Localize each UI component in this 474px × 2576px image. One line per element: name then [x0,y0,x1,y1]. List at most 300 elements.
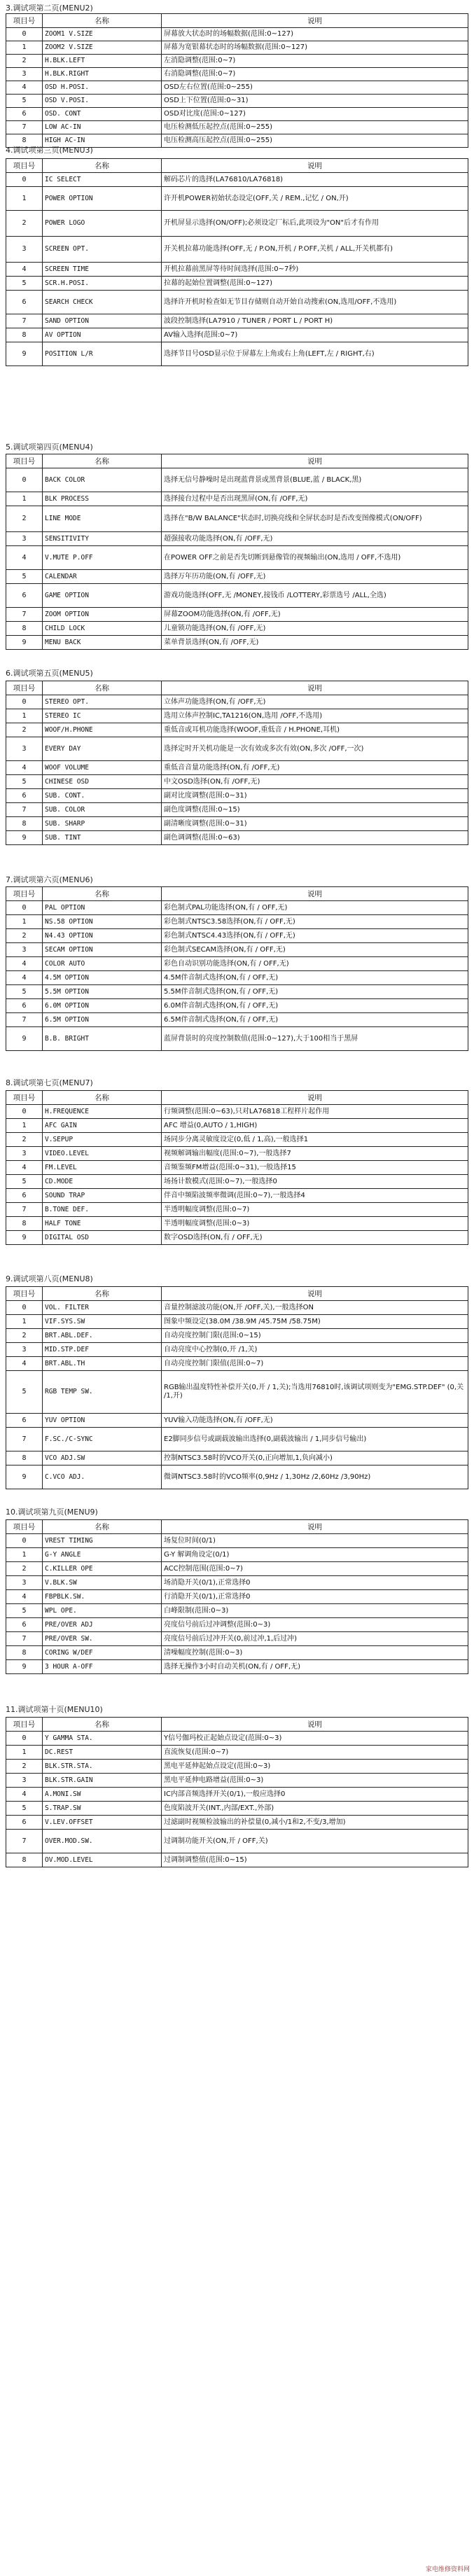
item-name: Y GAMMA STA. [43,1732,162,1746]
item-name: N4.43 OPTION [43,929,162,943]
item-description: 选择万年历功能(ON,有 /OFF,无) [162,570,468,584]
column-header: 名称 [43,887,162,901]
section-title: 8.调试项第七页(MENU7) [6,1078,93,1087]
column-header: 名称 [43,1091,162,1105]
column-header: 说明 [162,454,468,468]
column-header: 项目号 [6,1718,43,1732]
item-description: 半透明幅度调整(范围:0~3) [162,1217,468,1231]
table-row [6,999,468,1013]
item-name: LINE MODE [43,506,162,532]
table-row [6,943,468,957]
item-number: 6 [6,789,43,803]
item-name: 5.5M OPTION [43,985,162,999]
item-name: VOL. FILTER [43,1301,162,1315]
item-name: POWER OPTION [43,187,162,211]
table-row [6,1175,468,1189]
table-row [6,971,468,985]
table-row [6,1203,468,1217]
item-description: 电压检测高压起控点(范围:0~255) [162,134,468,148]
item-number: 3 [6,237,43,263]
table-row [6,1027,468,1051]
item-number: 8 [6,622,43,636]
item-description: 自动亮度中心控制(0,开 /1,关) [162,1343,468,1357]
item-name: SECAM OPTION [43,943,162,957]
item-description: 选择无操作3小时自动关机(ON,有 / OFF,无) [162,1660,468,1674]
item-description: 波段控制选择(LA7910 / TUNER / PORT L / PORT H) [162,314,468,328]
item-name: S.TRAP.SW [43,1802,162,1816]
item-description: 伴音中频陷波频率微调(范围:0~7),一般选择4 [162,1189,468,1203]
table-row [6,817,468,831]
item-name: POWER LOGO [43,211,162,237]
item-description: 微调NTSC3.58时的VCO频率(0,9Hz / 1,30Hz /2,60Hz /3,90Hz) [162,1465,468,1489]
table-row [6,789,468,803]
item-number: 4 [6,1357,43,1371]
item-description: 蓝屏背景时的亮度控制数值(范围:0~127),大于100相当于黑屏 [162,1027,468,1051]
item-number: 9 [6,1027,43,1051]
item-name: V.SEPUP [43,1133,162,1147]
table-row [6,81,468,95]
item-number: 9 [6,342,43,366]
table-menu10 [6,1717,468,1867]
item-name: 3 HOUR A-OFF [43,1660,162,1674]
item-number: 4 [6,971,43,985]
item-description: 场消隐开关(0/1),正常选择0 [162,1576,468,1590]
table-row [6,1830,468,1853]
item-number: 3 [6,68,43,81]
item-name: SOUND TRAP [43,1189,162,1203]
table-row [6,1732,468,1746]
table-row [6,929,468,943]
item-description: 儿童锁功能选择(ON,有 /OFF,无) [162,622,468,636]
item-description: OSD上下位置(范围:0~31) [162,95,468,108]
item-name: MID.STP.DEF [43,1343,162,1357]
item-number: 3 [6,1576,43,1590]
table-header-row [6,14,468,28]
table-row [6,1760,468,1774]
item-name: COLOR AUTO [43,957,162,971]
item-name: HALF TONE [43,1217,162,1231]
item-name: CHILD LOCK [43,622,162,636]
item-number: 8 [6,1646,43,1660]
item-number: 9 [6,1660,43,1674]
item-name: CORING W/DEF [43,1646,162,1660]
item-name: BRT.ABL.TH [43,1357,162,1371]
table-row [6,1562,468,1576]
item-number: 7 [6,121,43,134]
item-description: 副清晰度调整(范围:0~31) [162,817,468,831]
item-description: 选用立体声控制IC,TA1216(ON,选用 /OFF,不选用) [162,709,468,723]
item-number: 5 [6,985,43,999]
item-description: E2脚同步信号或副载波输出选择(0,副载波输出 / 1,同步信号输出) [162,1428,468,1451]
table-row [6,608,468,622]
item-description: IC内部音频选择开关(0/1),一般应选择0 [162,1788,468,1802]
table-row [6,187,468,211]
table-row [6,1357,468,1371]
item-name: SCREEN OPT. [43,237,162,263]
item-description: 过调制调整值(范围:0~15) [162,1853,468,1867]
table-row [6,1548,468,1562]
item-name: PAL OPTION [43,901,162,915]
section-title: 5.调试项第四页(MENU4) [6,443,93,452]
item-description: AV输入选择(范围:0~7) [162,328,468,342]
item-description: YUV输入功能选择(ON,有 /OFF,无) [162,1414,468,1428]
item-number: 2 [6,1133,43,1147]
table-row [6,492,468,506]
item-name: SEARCH CHECK [43,291,162,314]
item-name: SUB. CONT. [43,789,162,803]
item-name: BACK COLOR [43,468,162,492]
item-description: 自动亮度控制门限(范围:0~15) [162,1329,468,1343]
item-number: 4 [6,263,43,277]
table-row [6,1746,468,1760]
table-row [6,761,468,775]
item-number: 5 [6,775,43,789]
table-row [6,1534,468,1548]
table-row [6,1189,468,1203]
item-description: 数字OSD选择(ON,有 / OFF,无) [162,1231,468,1245]
table-header-row [6,887,468,901]
column-header: 项目号 [6,1091,43,1105]
item-name: BLK.STR.GAIN [43,1774,162,1788]
item-name: VCO ADJ.SW [43,1451,162,1465]
table-row [6,546,468,570]
item-name: DIGITAL OSD [43,1231,162,1245]
item-description: 彩色制式NTSC4.43选择(ON,有 / OFF,无) [162,929,468,943]
item-number: 0 [6,695,43,709]
item-number: 6 [6,1618,43,1632]
item-description: 彩色制式SECAM选择(ON,有 / OFF,无) [162,943,468,957]
item-description: 清噪幅度控制(范围:0~3) [162,1646,468,1660]
table-row [6,314,468,328]
table-row [6,55,468,68]
item-number: 1 [6,1315,43,1329]
table-row [6,1217,468,1231]
table-row [6,1414,468,1428]
item-description: 彩色制式NTSC3.58选择(ON,有 / OFF,无) [162,915,468,929]
item-description: 4.5M伴音制式选择(ON,有 / OFF,无) [162,971,468,985]
table-row [6,263,468,277]
item-number: 7 [6,1632,43,1646]
table-row [6,775,468,789]
item-name: EVERY DAY [43,737,162,761]
column-header: 说明 [162,159,468,173]
item-number: 0 [6,28,43,41]
item-name: BLK PROCESS [43,492,162,506]
table-row [6,1646,468,1660]
item-name: VIDEO.LEVEL [43,1147,162,1161]
item-description: 行频调整(范围:0~63),只对LA76818工程样片起作用 [162,1105,468,1119]
item-number: 6 [6,584,43,608]
item-description: ACC控制范围(范围:0~7) [162,1562,468,1576]
item-description: OSD左右位置(范围:0~255) [162,81,468,95]
table-row [6,1161,468,1175]
item-name: SUB. COLOR [43,803,162,817]
item-name: V.LEV.OFFSET [43,1816,162,1830]
item-description: 屏幕ZOOM功能选择(ON,有 /OFF,无) [162,608,468,622]
item-name: V.BLK.SW [43,1576,162,1590]
item-name: B.TONE DEF. [43,1203,162,1217]
item-description: 6.0M伴音制式选择(ON,有 / OFF,无) [162,999,468,1013]
item-number: 0 [6,1301,43,1315]
table-row [6,342,468,366]
item-number: 2 [6,55,43,68]
column-header: 名称 [43,1718,162,1732]
table-menu5 [6,681,468,845]
table-row [6,1576,468,1590]
item-description: 图象中频设定(38.0M /38.9M /45.75M /58.75M) [162,1315,468,1329]
table-row [6,1802,468,1816]
item-name: YUV OPTION [43,1414,162,1428]
item-description: 副色度调整(范围:0~15) [162,803,468,817]
table-menu2 [6,13,468,148]
item-name: 4.5M OPTION [43,971,162,985]
item-name: OSD V.POSI. [43,95,162,108]
item-number: 4 [6,81,43,95]
table-menu9 [6,1519,468,1674]
table-row [6,121,468,134]
item-number: 5 [6,95,43,108]
column-header: 项目号 [6,454,43,468]
section-title: 9.调试项第八页(MENU8) [6,1274,93,1283]
table-row [6,1371,468,1414]
item-name: OVER.MOD.SW. [43,1830,162,1853]
table-row [6,831,468,845]
item-description: 开关机拉幕功能选择(OFF,无 / P.ON,开机 / P.OFF,关机 / ALL,开关机都有) [162,237,468,263]
item-number: 7 [6,314,43,328]
table-row [6,570,468,584]
item-name: V.MUTE P.OFF [43,546,162,570]
table-row [6,173,468,187]
item-name: AFC GAIN [43,1119,162,1133]
item-number: 3 [6,737,43,761]
table-row [6,695,468,709]
section-title: 7.调试项第六页(MENU6) [6,875,93,884]
item-name: ZOOM2 V.SIZE [43,41,162,55]
item-description: 黑电平延伸电路增益(范围:0~3) [162,1774,468,1788]
table-row [6,1465,468,1489]
section-title: 11.调试项第十页(MENU10) [6,1705,103,1714]
item-number: 3 [6,532,43,546]
section-title: 4.调试项第三页(MENU3) [6,146,93,155]
item-description: 游戏功能选择(OFF,无 /MONEY,接钱币 /LOTTERY,彩票选号 /ALL,全选) [162,584,468,608]
item-number: 6 [6,108,43,121]
item-number: 6 [6,999,43,1013]
item-description: 在POWER OFF之前是否先切断到悬像管的视频输出(ON,选用 / OFF,不选用) [162,546,468,570]
table-row [6,532,468,546]
table-row [6,1816,468,1830]
table-header-row [6,454,468,468]
item-number: 8 [6,328,43,342]
item-description: 亮度信号前后过冲调整(范围:0~3) [162,1618,468,1632]
item-name: H.FREQUENCE [43,1105,162,1119]
item-name: VREST TIMING [43,1534,162,1548]
column-header: 说明 [162,14,468,28]
table-menu8 [6,1286,468,1489]
table-row [6,1105,468,1119]
table-row [6,1119,468,1133]
item-number: 1 [6,187,43,211]
column-header: 项目号 [6,1287,43,1301]
item-number: 2 [6,723,43,737]
item-number: 1 [6,492,43,506]
item-name: NS.58 OPTION [43,915,162,929]
item-number: 5 [6,277,43,291]
item-number: 4 [6,761,43,775]
item-name: SCREEN TIME [43,263,162,277]
item-name: SENSITIVITY [43,532,162,546]
item-name: ZOOM1 V.SIZE [43,28,162,41]
item-description: 选择节目号OSD显示位于屏幕左上角或右上角(LEFT,左 / RIGHT,右) [162,342,468,366]
item-description: AFC 增益(0,AUTO / 1,HIGH) [162,1119,468,1133]
item-description: 亮度信号前后过冲开关(0,前过冲,1,后过冲) [162,1632,468,1646]
item-name: POSITION L/R [43,342,162,366]
item-name: BLK.STR.STA. [43,1760,162,1774]
item-number: 2 [6,211,43,237]
table-row [6,737,468,761]
table-row [6,622,468,636]
table-header-row [6,1718,468,1732]
item-description: 自动亮度控制门限值(范围:0~7) [162,1357,468,1371]
item-name: ZOOM OPTION [43,608,162,622]
item-name: CALENDAR [43,570,162,584]
column-header: 说明 [162,1520,468,1534]
item-description: 拉幕的起始位置调整(范围:0~127) [162,277,468,291]
item-name: CD.MODE [43,1175,162,1189]
item-number: 7 [6,803,43,817]
table-row [6,1788,468,1802]
column-header: 说明 [162,887,468,901]
item-description: 左消隐调整(范围:0~7) [162,55,468,68]
table-header-row [6,159,468,173]
item-description: 中文OSD选择(ON,有 /OFF,无) [162,775,468,789]
item-description: Y信号伽玛校正起始点设定(范围:0~3) [162,1732,468,1746]
column-header: 说明 [162,1091,468,1105]
item-description: 屏幕放大状态时的场幅数据(范围:0~127) [162,28,468,41]
item-name: DC.REST [43,1746,162,1760]
item-description: 视频解调输出幅度(范围:0~7),一般选择7 [162,1147,468,1161]
item-number: 5 [6,570,43,584]
item-number: 0 [6,173,43,187]
table-row [6,636,468,650]
item-number: 6 [6,1816,43,1830]
item-number: 2 [6,1329,43,1343]
item-name: STEREO IC [43,709,162,723]
item-name: C.KILLER OPE [43,1562,162,1576]
table-row [6,709,468,723]
section-title: 6.调试项第五页(MENU5) [6,669,93,678]
table-row [6,803,468,817]
item-description: 场扬计数模式(范围:0~7),一般选择0 [162,1175,468,1189]
item-number: 8 [6,817,43,831]
table-row [6,68,468,81]
item-name: A.MONI.SW [43,1788,162,1802]
item-description: 黑电平延伸起始点设定(范围:0~3) [162,1760,468,1774]
item-number: 0 [6,468,43,492]
item-name: WOOF/H.PHONE [43,723,162,737]
table-row [6,985,468,999]
item-number: 9 [6,831,43,845]
item-name: 6.0M OPTION [43,999,162,1013]
item-description: 场复位时间(0/1) [162,1534,468,1548]
item-number: 4 [6,546,43,570]
item-description: 6.5M伴音制式选择(ON,有 / OFF,无) [162,1013,468,1027]
item-number: 4 [6,1788,43,1802]
item-number: 7 [6,1203,43,1217]
item-name: SCR.H.POSI. [43,277,162,291]
item-name: OSD. CONT [43,108,162,121]
table-menu3 [6,158,468,366]
item-description: 立体声功能选择(ON,有 /OFF,无) [162,695,468,709]
table-header-row [6,681,468,695]
column-header: 项目号 [6,159,43,173]
table-menu4 [6,454,468,650]
table-row [6,1231,468,1245]
item-number: 5 [6,1175,43,1189]
item-description: 直流恢复(范围:0~7) [162,1746,468,1760]
table-row [6,1774,468,1788]
item-description: 控制NTSC3.58时的VCO开关(0,正向增加,1,负向减小) [162,1451,468,1465]
table-row [6,584,468,608]
item-number: 0 [6,901,43,915]
item-name: GAME OPTION [43,584,162,608]
column-header: 名称 [43,14,162,28]
item-number: 4 [6,1590,43,1604]
item-description: 选择接台过程中是否出现黑屏(ON,有 /OFF,无) [162,492,468,506]
item-description: 过滤副时视频检波输出的补偿量(0,减小/1和2,不变/3,增加) [162,1816,468,1830]
item-number: 2 [6,506,43,532]
item-description: 色度陷波开关(INT.,内部/EXT.,外部) [162,1802,468,1816]
table-row [6,1147,468,1161]
item-description: 音量控制滤波功能(ON,开 /OFF,关),一般选择ON [162,1301,468,1315]
table-menu6 [6,886,468,1051]
table-row [6,1343,468,1357]
column-header: 说明 [162,1718,468,1732]
item-description: 选择无信号静噪时是出现蓝背景或黑背景(BLUE,蓝 / BLACK,黑) [162,468,468,492]
item-description: 5.5M伴音制式选择(ON,有 / OFF,无) [162,985,468,999]
item-description: G-Y 解调角设定(0/1) [162,1548,468,1562]
item-number: 8 [6,134,43,148]
item-description: 场同步分离灵敏度设定(0,低 / 1,高),一般选择1 [162,1133,468,1147]
column-header: 名称 [43,681,162,695]
item-number: 4 [6,1161,43,1175]
table-header-row [6,1091,468,1105]
item-description: 重低音或耳机功能选择(WOOF,重低音 / H.PHONE,耳机) [162,723,468,737]
table-row [6,41,468,55]
item-name: 6.5M OPTION [43,1013,162,1027]
item-description: 选择定时开关机功能是一次有效或多次有效(ON,多次 /OFF,一次) [162,737,468,761]
item-number: 0 [6,1105,43,1119]
item-description: 音频鉴频FM增益(范围:0~31),一般选择15 [162,1161,468,1175]
item-description: 副色调调整(范围:0~63) [162,831,468,845]
item-description: 开机屏显示选择(ON/OFF);必须设定厂标后,此项设为"ON"后才有作用 [162,211,468,237]
item-number: 1 [6,709,43,723]
item-number: 1 [6,41,43,55]
item-description: 半透明幅度调整(范围:0~7) [162,1203,468,1217]
column-header: 项目号 [6,14,43,28]
item-description: 副对比度调整(范围:0~31) [162,789,468,803]
table-row [6,1604,468,1618]
section-title: 10.调试项第九页(MENU9) [6,1508,98,1517]
item-number: 1 [6,1548,43,1562]
item-number: 2 [6,929,43,943]
item-number: 3 [6,1774,43,1788]
table-row [6,1315,468,1329]
table-row [6,328,468,342]
table-row [6,211,468,237]
item-name: STEREO OPT. [43,695,162,709]
item-name: SUB. SHARP [43,817,162,831]
item-description: 电压检测低压起控点(范围:0~255) [162,121,468,134]
